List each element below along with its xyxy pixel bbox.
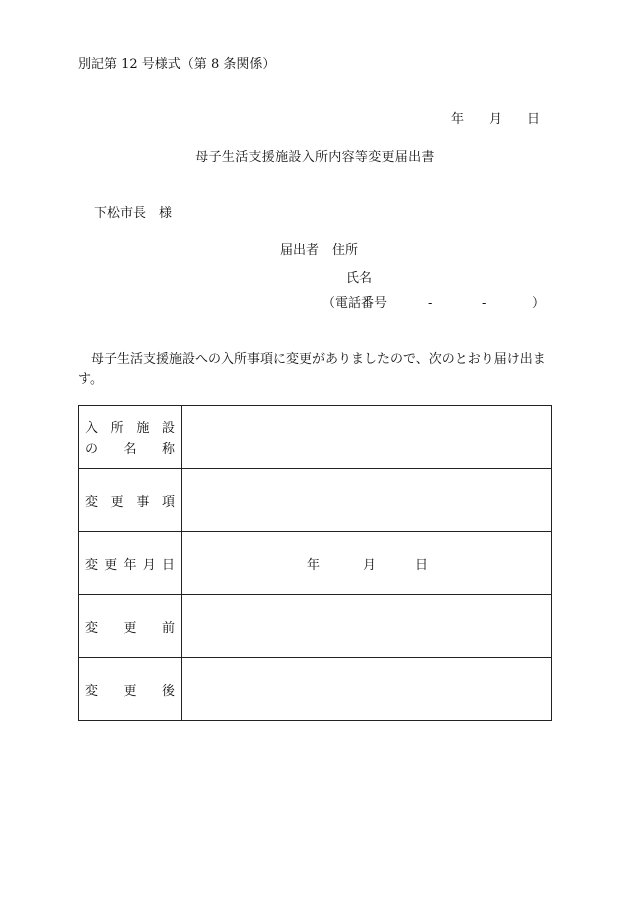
header-date-year: 年	[451, 112, 465, 127]
change-date-input[interactable]	[182, 532, 552, 595]
body-text: 母子生活支援施設への入所事項に変更がありましたので、次のとおり届け出ます。	[78, 352, 546, 387]
table-row	[79, 469, 552, 532]
facility-label-line-1: 入 所 施 設	[85, 421, 175, 436]
facility-name-input[interactable]	[182, 406, 552, 469]
header-date-month: 月	[489, 112, 503, 127]
applicant-address-row	[280, 243, 358, 259]
after-change-input[interactable]	[182, 658, 552, 721]
document-title: 母子生活支援施設入所内容等変更届出書	[195, 150, 435, 165]
tel-sep-1: -	[428, 296, 433, 311]
change-date-day: 日	[415, 557, 429, 573]
change-items-input[interactable]	[182, 469, 552, 532]
table-row	[79, 406, 552, 469]
tel-close: ）	[532, 296, 546, 311]
table-row	[79, 595, 552, 658]
after-change-label: 変 更 後	[79, 658, 182, 721]
change-date-label: 変 更 年 月 日	[79, 532, 182, 595]
tel-open: （電話番号	[322, 296, 388, 311]
address-label: 住所	[332, 243, 359, 258]
table-row	[79, 532, 552, 595]
facility-label-line-2: の 名 称	[85, 442, 175, 457]
change-items-label: 変 更 事 項	[79, 469, 182, 532]
form-reference: 別記第 12 号様式（第 8 条関係）	[78, 57, 276, 72]
before-change-input[interactable]	[182, 595, 552, 658]
change-date-month: 月	[363, 557, 377, 573]
applicant-name-row	[346, 271, 372, 287]
before-change-label: 変 更 前	[79, 595, 182, 658]
applicant-label: 届出者	[280, 243, 320, 258]
change-form-table	[78, 405, 552, 721]
header-date-day: 日	[527, 112, 541, 127]
table-row	[79, 658, 552, 721]
tel-sep-2: -	[482, 296, 487, 311]
header-date	[451, 112, 540, 128]
telephone-row	[322, 296, 545, 312]
addressee: 下松市長 様	[94, 206, 173, 221]
name-label: 氏名	[346, 271, 373, 286]
facility-name-label	[79, 406, 182, 469]
change-date-year: 年	[307, 557, 321, 573]
